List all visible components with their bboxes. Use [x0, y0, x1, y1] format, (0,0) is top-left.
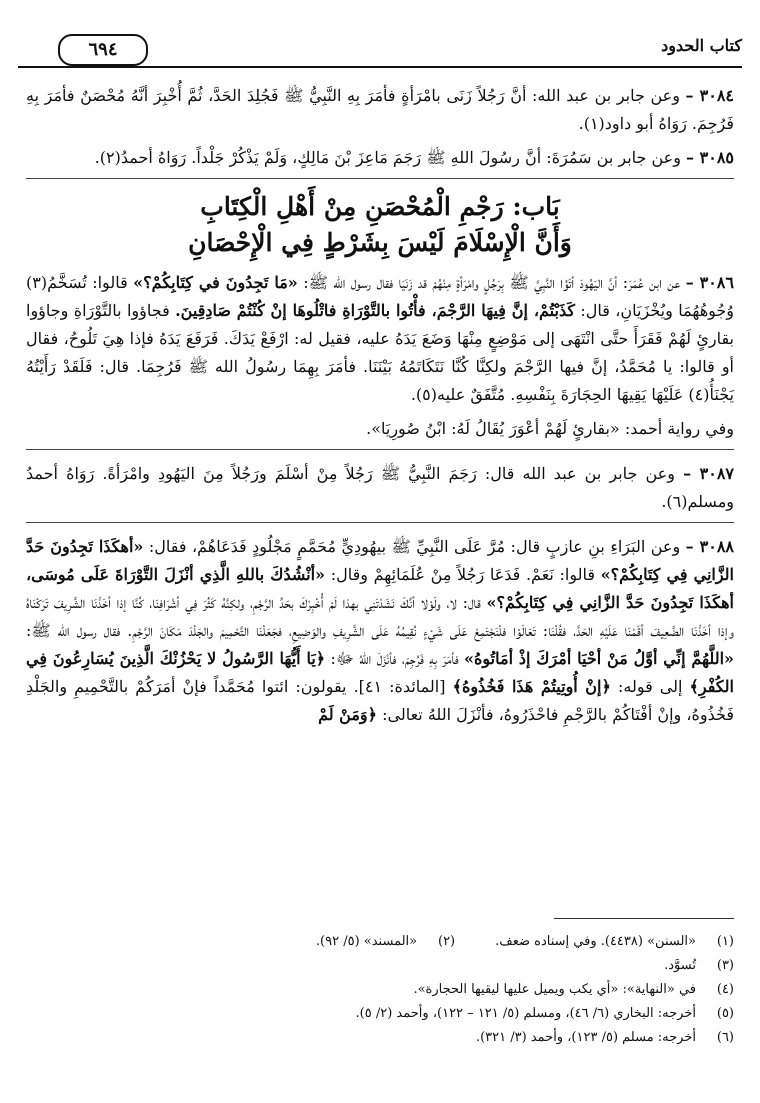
narration-prefix: وفي رواية أحمد:: [624, 419, 734, 438]
footnote-text: تُسوَّد.: [664, 958, 696, 973]
hadith-text: وعن جابر بن سَمُرَةَ: أنَّ رسُولَ اللهِ ﷺ رَجَمَ مَاعِزَ بْنَ مَالِكٍ، وَلَمْ يَذْكُرْ جَلْداً. رَوَاهُ أحمدُ(٢).: [94, 148, 681, 167]
footnote-1: [495, 930, 734, 954]
narration-quote: «بقارئٍ لَهُمْ أعْوَرَ يُقَالُ لَهُ: ابْنُ صُورِيَا».: [366, 419, 620, 438]
hadith-text: قال: لا، ولَوْلا أنَّكَ نَشَدْتَنِي بهذا لَمْ أُخْبِرْكَ بحَدِّ الرَّجْمِ، ولكِنَّهُ كَثُرَ فِي أشْرَافِنَا، كُنَّا إذا أخَذْنَا الشَّرِيفَ تَرَكْنَاهُ وإذا أخَذْنَا الضَّعِيفَ أقَمْنَا عَلَيْهِ الحَدَّ، فقُلْنَا: تَعَالَوْا فلْنَجْتَمِعْ عَلَى شَيْءٍ نُقِيمُهُ عَلَى الشَّرِيفِ والوَضِيعِ، فجَعَلْنَا التَّحْمِيمَ والجَلْدَ مَكَانَ الرَّجْمِ. فقال رسول الله ﷺ:: [26, 593, 734, 640]
hadith-text: قالوا: نَعَمْ. فَدَعَا رَجُلاً مِنْ عُلَمَائِهِمْ وقال:: [330, 565, 595, 584]
footnote-text: أخرجه: البخاري (٦/ ٤٦)، ومسلم (٥/ ١٢١ – ١٢٢)، وأحمد (٢/ ٥).: [355, 1006, 696, 1021]
hadith-text: إلى قوله:: [617, 677, 683, 696]
footnotes-rule: [554, 918, 734, 919]
footnote-number: (٣): [716, 958, 734, 973]
quran-verse: ﴿إنْ أُوتِيتُمْ هَذَا فَخُذُوهُ﴾: [452, 677, 611, 696]
footnote-text: «المسند» (٥/ ٩٢).: [315, 934, 418, 949]
hadith-number: ٣٠٨٦ –: [685, 273, 734, 292]
prophet-quote: «أهكَذَا تَجِدُونَ حَدَّ الزَّانِي فِي كِتَابِكُمْ؟»: [26, 537, 734, 584]
chapter-title-line-1: بَاب: رَجْمِ الْمُحْصَنِ مِنْ أَهْلِ الْكِتَابِ: [200, 192, 560, 221]
hadith-number: ٣٠٨٧ –: [683, 464, 735, 483]
footnote-number: (٤): [716, 982, 734, 997]
ahmad-narration: [26, 415, 734, 443]
prophet-quote: كَذَبْتُمْ، إنَّ فِيهَا الرَّجْمَ، فأْتُوا بالتَّوْرَاةِ فاتْلُوهَا إنْ كُنْتُمْ صَادِقِينَ.: [175, 301, 575, 320]
footnote-5: [26, 1002, 734, 1026]
book-title: كتاب الحدود: [661, 36, 742, 55]
quran-verse: ﴿يَا أَيُّهَا الرَّسُولُ لا يَحْزُنْكَ الَّذِينَ يُسَارِعُونَ فِي الكُفْرِ﴾: [26, 649, 734, 696]
hadith-3085: [26, 144, 734, 172]
hadith-3087: [26, 460, 734, 516]
hadith-text: [المائدة: ٤١]. يقولون: ائتوا مُحَمَّداً فإنْ أمَرَكُمْ بالتَّحْمِيمِ والجَلْدِ فَخُذُوهُ، وإنْ أفْتَاكُمْ بالرَّجْمِ فاحْذَرُوهُ، فأنْزَلَ اللهُ تعالى:: [26, 677, 734, 724]
prophet-quote: «أنْشُدُكَ باللهِ الَّذِي أنْزَلَ التَّوْرَاةَ عَلَى مُوسَى، أهكَذَا تَجِدُونَ حَدَّ الزَّانِي فِي كِتَابِكُمْ؟»: [26, 565, 734, 612]
hadith-number: ٣٠٨٨ –: [685, 537, 734, 556]
hadith-text: وعن جابر بن عبد الله قال: رَجَمَ النَّبِيُّ ﷺ رَجُلاً مِنْ أسْلَمَ ورَجُلاً مِنَ اليَهُودِ وامْرَأةً. رَوَاهُ أحمدُ ومسلم(٦).: [26, 464, 734, 511]
main-text: [26, 82, 734, 735]
chapter-title-line-2: وَأَنَّ الْإِسْلَامَ لَيْسَ بِشَرْطٍ فِي الْإِحْصَانِ: [188, 228, 572, 257]
hadith-text: وعن البَرَاءِ بنِ عازبٍ قال: مُرَّ عَلَى النَّبِيِّ ﷺ بيهُودِيٍّ مُحَمَّمٍ مَجْلُودٍ فَدَعَاهُمْ، فقال:: [148, 537, 681, 556]
hadith-text: فجاؤوا بالتَّوْرَاةِ وجاؤوا بقارئٍ لَهُمْ فَقَرَأَ حتَّى انْتَهَى إلى مَوْضِعٍ مِنْهَا وَضَعَ يَدَهُ عليه، فقيل له: ارْفَعْ يَدَكَ. فَرَفَعَ يَدَهُ فإذا هِيَ تَلُوحُ، فقال أو قالوا: يا مُحَمَّدُ، إنَّ فيها الرَّجْمَ ولكِنَّا كُنَّا نَتَكَاتَمُهُ بَيْنَنَا. فأمَرَ بِهِمَا رسُولُ الله ﷺ فَرُجِمَا. قال: فَلَقَدْ رَأَيْتُهُ يَجْنَأُ(٤) عَلَيْهَا يَقِيهَا الحِجَارَةَ بِنَفْسِهِ. مُتَّفَقٌ عليه(٥).: [26, 301, 735, 404]
footnote-4: [26, 978, 734, 1002]
hadith-number: ٣٠٨٥ –: [686, 148, 734, 167]
footnote-number: (٥): [716, 1006, 734, 1021]
hadith-3088: [26, 533, 734, 729]
footnote-text: «السنن» (٤٤٣٨). وفي إسناده ضعف.: [495, 934, 696, 949]
footnote-number: (٦): [716, 1030, 734, 1045]
header-rule: [18, 66, 742, 68]
hadith-text: عن ابن عُمَرَ: أنَّ اليَهُودَ أتَوُا النَّبِيَّ ﷺ بِرَجُلٍ وامْرَأةٍ مِنْهُمْ قد زَنَيَا فقال رسول الله ﷺ:: [303, 273, 681, 292]
chapter-heading: [26, 189, 734, 261]
footnote-3: [26, 954, 734, 978]
hadith-text: وعن جابر بن عبد الله: أنَّ رَجُلاً زَنَى بامْرَأةٍ فأمَرَ بِهِ النَّبِيُّ ﷺ فَجُلِدَ الحَدَّ، ثُمَّ أُخْبِرَ أنَّهُ مُحْصَنٌ فأمَرَ بِهِ فَرُجِمَ. رَوَاهُ أبو داود(١).: [26, 86, 734, 133]
footnote-row: [26, 930, 734, 954]
hadith-number: ٣٠٨٤ –: [685, 86, 734, 105]
prophet-quote: «مَا تَجِدُونَ في كِتَابِكُمْ؟»: [133, 273, 298, 292]
footnote-number: (٢): [437, 934, 456, 949]
section-divider: [26, 449, 734, 450]
footnote-6: [26, 1026, 734, 1050]
prophet-quote: «اللَّهُمَّ إنِّي أوَّلُ مَنْ أحْيَا أمْرَكَ إذْ أمَاتُوهُ»: [464, 649, 735, 668]
hadith-text: قالوا: تُسَخَّمُ(٣) وُجُوهُهُمَا ويُخْزَيَانِ، قال:: [26, 273, 735, 320]
footnote-text: في «النهاية»: «أي يكب ويميل عليها ليقيها الحجارة».: [413, 982, 696, 997]
page-number: ٦٩٤: [58, 34, 148, 66]
quran-verse: ﴿وَمَنْ لَمْ: [318, 705, 378, 724]
section-divider: [26, 178, 734, 179]
footnotes: [26, 930, 734, 1050]
section-divider: [26, 522, 734, 523]
hadith-3086: [26, 269, 734, 409]
hadith-text: فأمَرَ بِهِ فَرُجِمَ، فأنْزَلَ اللهُ ﷻ:: [330, 649, 459, 668]
footnote-number: (١): [716, 934, 734, 949]
hadith-3084: [26, 82, 734, 138]
page-header: [18, 30, 742, 70]
footnote-2: [316, 930, 455, 954]
footnote-text: أخرجه: مسلم (٥/ ١٢٣)، وأحمد (٣/ ٣٢١).: [475, 1030, 696, 1045]
